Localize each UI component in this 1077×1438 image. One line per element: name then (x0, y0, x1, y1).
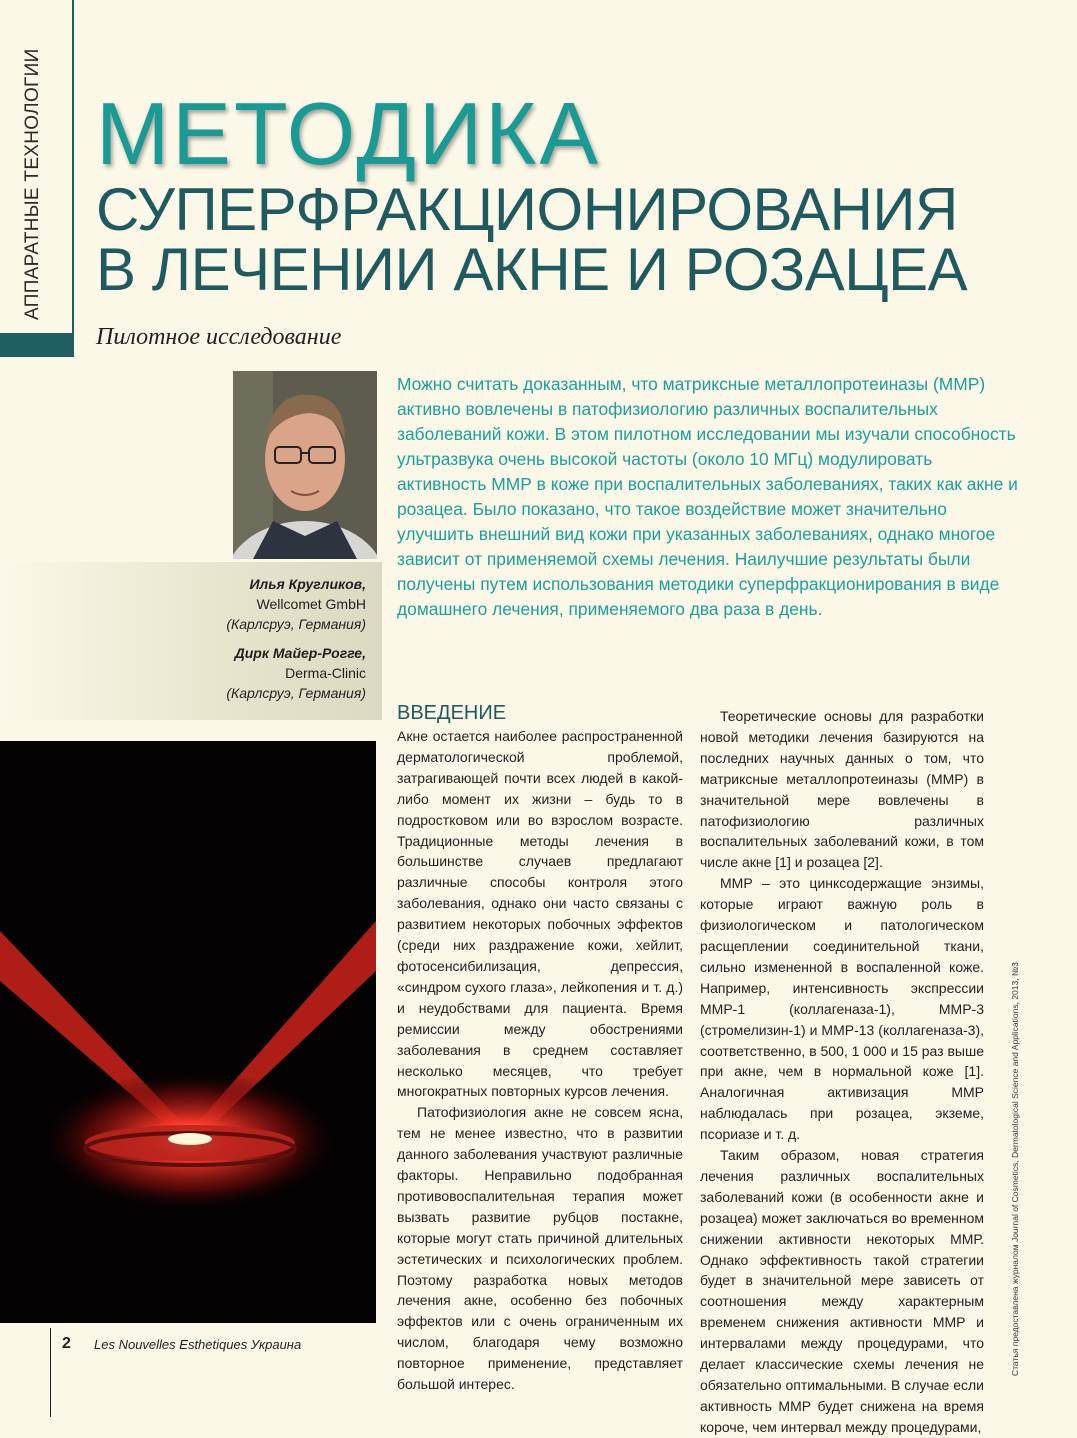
author-1-place: (Карлсруэ, Германия) (226, 616, 366, 632)
subtitle: Пилотное исследование (96, 324, 342, 350)
title-main: МЕТОДИКА (96, 84, 602, 183)
author-1 (226, 574, 366, 634)
abstract: Можно считать доказанным, что матриксные металлопротеиназы (ММР) активно вовлечены в патофизиологию различных воспалительных заболеваний кожи. В этом пилотном исследовании мы изучали способность ультразвука очень высокой частоты (около 10 МГц) модулировать активность ММР в коже при воспалительных заболеваниях, таких как акне и розацеа. Было показано, что такое воздействие может значительно улучшить внешний вид кожи при указанных заболеваниях, однако многое зависит от применяемой схемы лечения. Наилучшие результаты были получены путем использования методики суперфракционирования в виде домашнего лечения, применяемого два раза в день. (397, 374, 1018, 619)
source-credit: Статья предоставлена журналом Journal of Cosmetics, Dermatological Science and Applications, 2013, №3 (1010, 962, 1020, 1376)
section-divider (72, 0, 74, 357)
laser-image (0, 741, 376, 1323)
title-line-2: СУПЕРФРАКЦИОНИРОВАНИЯ (96, 176, 958, 243)
intro-heading: ВВЕДЕНИЕ (397, 702, 507, 724)
col1-paragraph-1: Акне остается наиболее распространенной дерматологической проблемой, затрагивающей почти всех людей в какой-либо момент их жизни – будь то в подростковом или во взрослом возрасте. Традиционные методы лечения в большинстве случаев предлагают различные способы контроля этого заболевания, однако они часто связаны с развитием некоторых побочных эффектов (среди них раздражение кожи, хейлит, фотосенсибилизация, депрессия, «синдром сухого глаза», лейкопения и т. д.) и неудобствами для пациента. Время ремиссии между обострениями заболевания в среднем составляет несколько месяцев, что требует многократных повторных курсов лечения. (397, 728, 683, 1100)
col2-paragraph-2: ММР – это цинксодержащие энзимы, которые играют важную роль в физиологическом и патологическом расщеплении соединительной ткани, сильно измененной в воспаленной коже. Например, интенсивность экспрессии ММР-1 (коллагеназа-1), ММР-3 (стромелизин-1) и ММР-13 (коллагеназа-3), соответственно, в 500, 1 000 и 15 раз выше при акне, чем в нормальной коже [1]. Аналогичная активизация ММР наблюдалась при розацеа, экземе, псориазе и т. д. (700, 875, 984, 1143)
author-1-org: Wellcomet GmbH (256, 596, 366, 612)
author-2 (226, 643, 366, 703)
author-photo (233, 371, 377, 559)
footer-divider (50, 1328, 51, 1417)
author-1-name: Илья Кругликов, (249, 576, 366, 592)
page-number: 2 (62, 1335, 71, 1352)
author-2-org: Derma-Clinic (285, 665, 366, 681)
section-bar (0, 333, 72, 357)
column-1 (397, 726, 683, 1395)
col2-paragraph-3: Таким образом, новая стратегия лечения различных воспалительных заболеваний кожи (в особенности акне и розацеа) может заключаться во временном снижении активности некоторых ММР. Однако эффективность такой стратегии будет в значительной мере зависеть от соотношения между характерным временем снижения активности ММР и интервалами между процедурами, что делает классические схемы лечения не обязательно оптимальными. В случае если активность ММР будет снижена на время короче, чем интервал между процедурами, (700, 1147, 984, 1435)
title-line-3: В ЛЕЧЕНИИ АКНЕ И РОЗАЦЕА (96, 236, 968, 303)
author-2-name: Дирк Майер-Рогге, (234, 645, 366, 661)
author-2-place: (Карлсруэ, Германия) (226, 685, 366, 701)
section-label: АППАРАТНЫЕ ТЕХНОЛОГИИ (22, 48, 43, 320)
magazine-name: Les Nouvelles Esthetiques Украина (94, 1337, 302, 1352)
col1-paragraph-2: Патофизиология акне не совсем ясна, тем не менее известно, что в развитии данного заболевания участвуют различные факторы. Неправильно подобранная противовоспалительная терапия может вызвать развитие рубцов постакне, которые могут стать причиной длительных эстетических и психологических проблем. Поэтому разработка новых методов лечения акне, особенно без побочных эффектов или с очень ограниченным их числом, благодаря чему возможно повторное применение, представляет большой интерес. (397, 1104, 683, 1393)
col2-paragraph-1: Теоретические основы для разработки новой методики лечения базируются на последних научных данных о том, что матриксные металлопротеиназы (ММР) в значительной мере вовлечены в патофизиологию различных воспалительных заболеваний кожи, в том числе акне [1] и розацеа [2]. (700, 708, 984, 871)
column-2 (700, 706, 984, 1438)
